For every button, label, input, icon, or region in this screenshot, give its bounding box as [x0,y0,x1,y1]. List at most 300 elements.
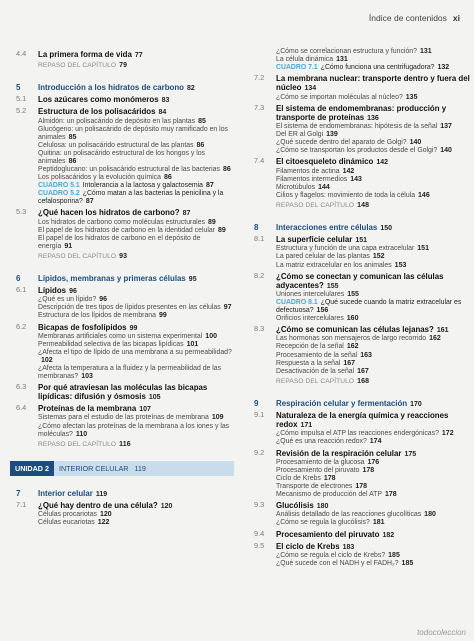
subsection-title [38,349,234,365]
subsection-title [38,312,234,320]
section-title [38,286,234,296]
toc-entry [254,74,472,93]
toc-entry [254,253,472,261]
section-number [254,430,276,438]
toc-entry [254,139,472,147]
toc-entry [16,511,234,519]
section-number [16,62,38,70]
page-number: 97 [223,304,232,312]
unit-banner [10,461,234,476]
section-title [38,208,234,218]
toc-entry [254,501,472,511]
entry-text: Los azúcares como monómeros [38,95,159,105]
page-number: 162 [346,343,359,351]
section-number [254,64,276,72]
section-number [254,511,276,519]
subsection-title [276,56,472,64]
entry-text: Los polisacáridos y la evolución química [38,174,161,182]
subsection-title [276,168,472,176]
entry-text: Quitina: un polisacárido estructural de los hongos y los animales [38,149,206,165]
page-number: 153 [394,261,407,269]
entry-text: Respiración celular y fermentación [276,398,408,408]
toc-entry [254,343,472,351]
section-number [254,245,276,253]
page-number: 144 [318,183,330,191]
toc-entry [254,262,472,270]
page-number: 131 [419,48,432,55]
entry-text: ¿Qué sucede con el NADH y el FADH₂? [276,559,399,567]
section-number [254,192,276,200]
section-number: 8.1 [254,234,265,244]
entry-text: Del ER al Golgi [276,131,324,139]
section-number: 6 [16,273,21,283]
toc-entry [254,123,472,131]
entry-text: ¿Afecta la temperatura a la fluidez y la permeabilidad de las membranas? [38,364,222,380]
section-number [16,296,38,304]
entry-text: Naturaleza de la energía química y reacciones redox [276,411,449,430]
chapter-title [38,489,234,499]
toc-entry [16,304,234,312]
subsection-title [38,235,234,251]
subsection-title [276,430,472,438]
chapter-review [38,441,234,449]
page-number: 155 [326,282,339,290]
toc-entry [254,131,472,139]
page-number: 86 [68,157,77,165]
toc-entry [16,142,234,150]
toc-entry [254,272,472,291]
entry-text: Descripción de tres tipos de lípidos presentes en las células [38,304,221,312]
toc-entry [254,176,472,184]
page-number: 83 [161,97,170,105]
page-number: 140 [409,139,422,147]
toc-entry [254,352,472,360]
subsection-title [38,341,234,349]
toc-entry [254,519,472,527]
section-number [254,519,276,527]
box-entry [276,299,472,315]
page-number: 134 [304,85,317,93]
page-number: 142 [342,167,355,175]
page-number: 77 [134,52,143,59]
toc-entry [254,299,472,315]
entry-text: Estructura de los lípidos de membrana [38,312,156,320]
header-title: Índice de contenidos [368,13,447,23]
subsection-title [276,491,472,499]
box-entry [38,182,234,190]
toc-entry [16,333,234,341]
watermark: todocoleccion [417,628,466,637]
toc-entry [254,483,472,491]
section-number [16,150,38,166]
page-number: 182 [382,531,395,539]
entry-text: Estructura y función de una capa extracelular [276,245,415,253]
toc-entry [254,368,472,376]
box-entry [38,190,234,206]
subsection-title [38,304,234,312]
subsection-title [276,360,472,368]
entry-text: ¿Cómo impulsa el ATP las reacciones endergónicas? [276,430,439,438]
entry-text: Los hidratos de carbono como moléculas estructurales [38,218,205,226]
entry-text: ¿Cómo se conectan y comunican las células adyacentes? [276,271,444,290]
page-number: 162 [429,335,441,343]
page-number: 139 [326,131,338,139]
section-number [16,511,38,519]
entry-text: REPASO DEL CAPÍTULO [38,252,117,260]
page-number: 131 [336,56,348,64]
entry-text: El papel de los hidratos de carbono en el depósito de energía [38,234,201,250]
section-number [254,459,276,467]
section-number [16,166,38,174]
section-number: 6.2 [16,321,27,331]
page-number: 119 [95,490,108,498]
section-title [38,383,234,402]
entry-text: Introducción a los hidratos de carbono [38,83,184,93]
page-number: 85 [68,133,77,141]
section-number [254,48,276,56]
entry-text: ¿Cómo se correlacionan estructura y función? [276,48,417,55]
entry-text: Ciclo de Krebs [276,474,321,482]
section-title [38,404,234,414]
section-number [254,291,276,299]
subsection-title [38,142,234,150]
subsection-title [38,296,234,304]
entry-text: La matriz extracelular en los animales [276,261,392,269]
section-title [276,411,472,430]
page-number: 142 [376,159,389,167]
toc-entry [16,107,234,117]
toc-entry [254,449,472,459]
entry-text: Interior celular [38,488,93,498]
chapter-title [38,83,234,93]
page-number: 101 [186,340,199,348]
page-number: 120 [160,502,173,510]
toc-entry [254,94,472,102]
subsection-title [276,262,472,270]
subsection-title [276,176,472,184]
toc-entry [16,118,234,126]
page-number: 79 [119,62,128,70]
entry-text: Cilios y flagelos: movimiento de toda la célula [276,191,416,199]
unit-label: UNIDAD 2 [10,461,54,476]
toc-entry [16,95,234,105]
toc-entry [16,150,234,166]
toc-entry [254,157,472,167]
section-number [16,519,38,527]
section-number [254,253,276,261]
toc-entry [16,349,234,365]
entry-text: Lípidos, membranas y primeras células [38,273,186,283]
subsection-title [276,368,472,376]
toc-entry [16,323,234,333]
entry-text: Recepción de la señal [276,343,344,351]
section-number [16,235,38,251]
subsection-title [38,150,234,166]
toc-entry [16,441,234,449]
toc-entry [254,168,472,176]
entry-text: ¿Cómo funciona una centrifugadora? [320,64,435,72]
entry-text: Peptidoglucano: un polisacárido estructural de las bacterias [38,165,220,173]
toc-entry [16,50,234,60]
page-number: 103 [81,372,93,380]
section-number [254,552,276,560]
toc-entry [254,430,472,438]
section-number [254,299,276,315]
subsection-title [276,147,472,155]
toc-entry [254,223,472,233]
section-number [254,491,276,499]
section-number: 7.1 [16,499,27,509]
page-number: 84 [158,109,167,117]
section-number [16,304,38,312]
toc-entry [16,404,234,414]
page-number: 160 [346,315,359,323]
section-number [254,56,276,64]
page-number: 116 [119,440,131,448]
page-number: 180 [424,511,436,519]
section-number [254,139,276,147]
page-number: 178 [355,483,368,490]
toc-entry [254,56,472,64]
section-number [254,343,276,351]
entry-text: ¿Cómo se regula el ciclo de Krebs? [276,551,386,559]
subsection-title [276,253,472,261]
page-number: 105 [148,394,161,402]
toc-entry [16,286,234,296]
entry-text: Almidón: un polisacárido de depósito en las plantas [38,117,196,125]
page-number: 163 [360,351,372,359]
toc-entry [16,166,234,174]
page-number: 148 [357,201,370,209]
subsection-title [38,227,234,235]
entry-text: Desactivación de la señal [276,367,355,375]
subsection-title [276,315,472,323]
page-number: 100 [205,332,217,340]
toc-entry [16,501,234,511]
section-number [254,262,276,270]
page-number: 87 [85,198,94,206]
entry-text: ¿Qué es una reacción redox? [276,438,367,446]
page-number: 109 [211,414,224,422]
subsection-title [276,139,472,147]
entry-text: Celulosa: un polisacárido estructural de las plantas [38,141,194,149]
page-number: 176 [367,458,380,466]
section-number [16,349,38,365]
toc-entry [254,360,472,368]
entry-text: ¿Afecta el tipo de lípido de una membrana a su permeabilidad? [38,348,232,356]
page-number: 140 [440,147,452,155]
page-number: 91 [64,242,73,250]
section-number [254,131,276,139]
toc-entry [16,126,234,142]
section-number: 9 [254,398,259,408]
page-number: 99 [158,312,167,320]
section-number: 6.1 [16,285,27,295]
section-number: 7.2 [254,73,265,83]
page-number: 185 [388,551,400,559]
entry-text: ¿Cómo se importan moléculas al núcleo? [276,93,403,101]
entry-text: La pared celular de las plantas [276,253,370,261]
entry-text: Células eucariotas [38,519,95,527]
section-number: 5.2 [16,106,27,116]
page-number: 87 [182,210,191,218]
page-number: 183 [342,543,355,551]
box-entry [276,64,472,72]
section-number [254,360,276,368]
section-number [16,423,38,439]
section-number [16,333,38,341]
page-number: 86 [163,174,172,182]
page-number: 185 [401,559,414,567]
entry-text: ¿Cómo se regula la glucólisis? [276,519,370,527]
section-number [16,219,38,227]
entry-text: Mecanismo de producción del ATP [276,491,382,499]
section-title [38,501,234,511]
section-number [16,126,38,142]
entry-text: Glucógeno: un polisacárido de depósito muy ramificado en los animales [38,125,228,141]
entry-text: Uniones intercelulares [276,290,345,298]
chapter-review [276,202,472,210]
subsection-title [38,126,234,142]
chapter-title [276,399,472,409]
chapter-review [38,253,234,261]
entry-text: Procesamiento del piruvato [276,466,360,474]
page-number: 156 [316,306,329,314]
entry-text: Procesamiento del piruvato [276,529,380,539]
entry-text: El sistema de endomembranas: hipótesis de la señal [276,122,438,130]
toc-entry [254,459,472,467]
entry-text: Estructura de los polisacáridos [38,107,156,117]
section-number: 7.3 [254,102,265,112]
toc-entry [16,182,234,190]
page-number: 82 [187,85,195,93]
section-number [254,483,276,491]
subsection-title [276,352,472,360]
section-number: 9.3 [254,500,265,510]
entry-text: ¿Qué es un lípido? [38,296,97,304]
section-number [16,182,38,190]
toc-entry [16,519,234,527]
entry-text: La célula dinámica [276,56,334,64]
page-number: 143 [350,175,362,183]
section-number [254,176,276,184]
entry-text: Análisis detallado de las reacciones glucolíticas [276,511,422,519]
section-number [254,378,276,386]
chapter-title [38,274,234,284]
entry-text: Transporte de electrones [276,483,353,490]
toc-entry [254,202,472,210]
toc-entry [254,245,472,253]
section-number: 8 [254,223,259,233]
section-number [254,335,276,343]
page-number: 99 [129,324,138,332]
subsection-title [276,245,472,253]
page-number: 167 [343,359,356,367]
box-label: CUADRO 7.1 [276,64,318,72]
section-number: 5 [16,83,21,93]
entry-text: La membrana nuclear: transporte dentro y fuera del núcleo [276,74,470,93]
section-number [16,312,38,320]
box-label: CUADRO 8.1 [276,298,318,306]
entry-text: ¿Cómo matan a las bacterias la penicilina y la cefalosporina? [38,190,224,206]
section-title [276,325,472,335]
entry-text: Filamentos intermedios [276,175,348,183]
subsection-title [38,219,234,227]
section-title [276,542,472,552]
page-number: 151 [417,245,429,253]
subsection-title [276,335,472,343]
section-number [254,94,276,102]
entry-text: ¿Cómo se comunican las células lejanas? [276,325,434,335]
entry-text: La primera forma de vida [38,50,132,59]
section-number [16,174,38,182]
section-number [254,123,276,131]
section-title [276,501,472,511]
toc-entry [16,235,234,251]
page-number: 102 [41,356,53,364]
section-number [254,184,276,192]
page-number: 110 [75,430,88,438]
subsection-title [38,333,234,341]
entry-text: ¿Qué hay dentro de una célula? [38,500,158,510]
section-title [276,104,472,123]
toc-entry [254,491,472,499]
section-number: 9.5 [254,540,265,550]
entry-text: Microtúbulos [276,183,316,191]
page-number: 87 [206,182,214,190]
unit-page: 119 [134,463,146,473]
page-number: 136 [367,114,379,122]
page-number: 96 [69,288,77,296]
page-number: 120 [99,510,112,518]
toc-entry [16,83,234,93]
section-number [254,368,276,376]
subsection-title [276,131,472,139]
entry-text: ¿Cómo se transportan los productos desde el Golgi? [276,147,438,155]
page-number: 167 [357,367,369,375]
page-number: 86 [196,141,205,149]
toc-entry [16,341,234,349]
section-number [16,227,38,235]
section-number: 9.4 [254,528,265,538]
section-title [276,449,472,459]
entry-text: Respuesta a la señal [276,359,341,367]
page-number: 155 [347,290,359,298]
subsection-title [276,483,472,491]
toc-left-column [16,48,234,527]
entry-text: Por qué atraviesan las moléculas las bicapas lipídicas: difusión y ósmosis [38,383,208,402]
page-number: 172 [441,430,454,438]
subsection-title [38,166,234,174]
section-number [16,414,38,422]
subsection-title [38,423,234,439]
box-label: CUADRO 5.1 [38,182,80,190]
page-number: 178 [384,491,397,499]
toc-entry [16,208,234,218]
section-number [254,467,276,475]
entry-text: REPASO DEL CAPÍTULO [276,377,355,385]
toc-entry [254,291,472,299]
subsection-title [38,414,234,422]
entry-text: Permeabilidad selectiva de las bicapas lipídicas [38,340,184,348]
entry-text: Sistemas para el estudio de las proteínas de membrana [38,414,209,422]
toc-entry [254,467,472,475]
chapter-review [276,378,472,386]
page-number: 178 [362,466,375,474]
toc-entry [254,530,472,540]
entry-text: Intolerancia a la lactosa y galactosemia [82,182,204,190]
toc-entry [254,475,472,483]
